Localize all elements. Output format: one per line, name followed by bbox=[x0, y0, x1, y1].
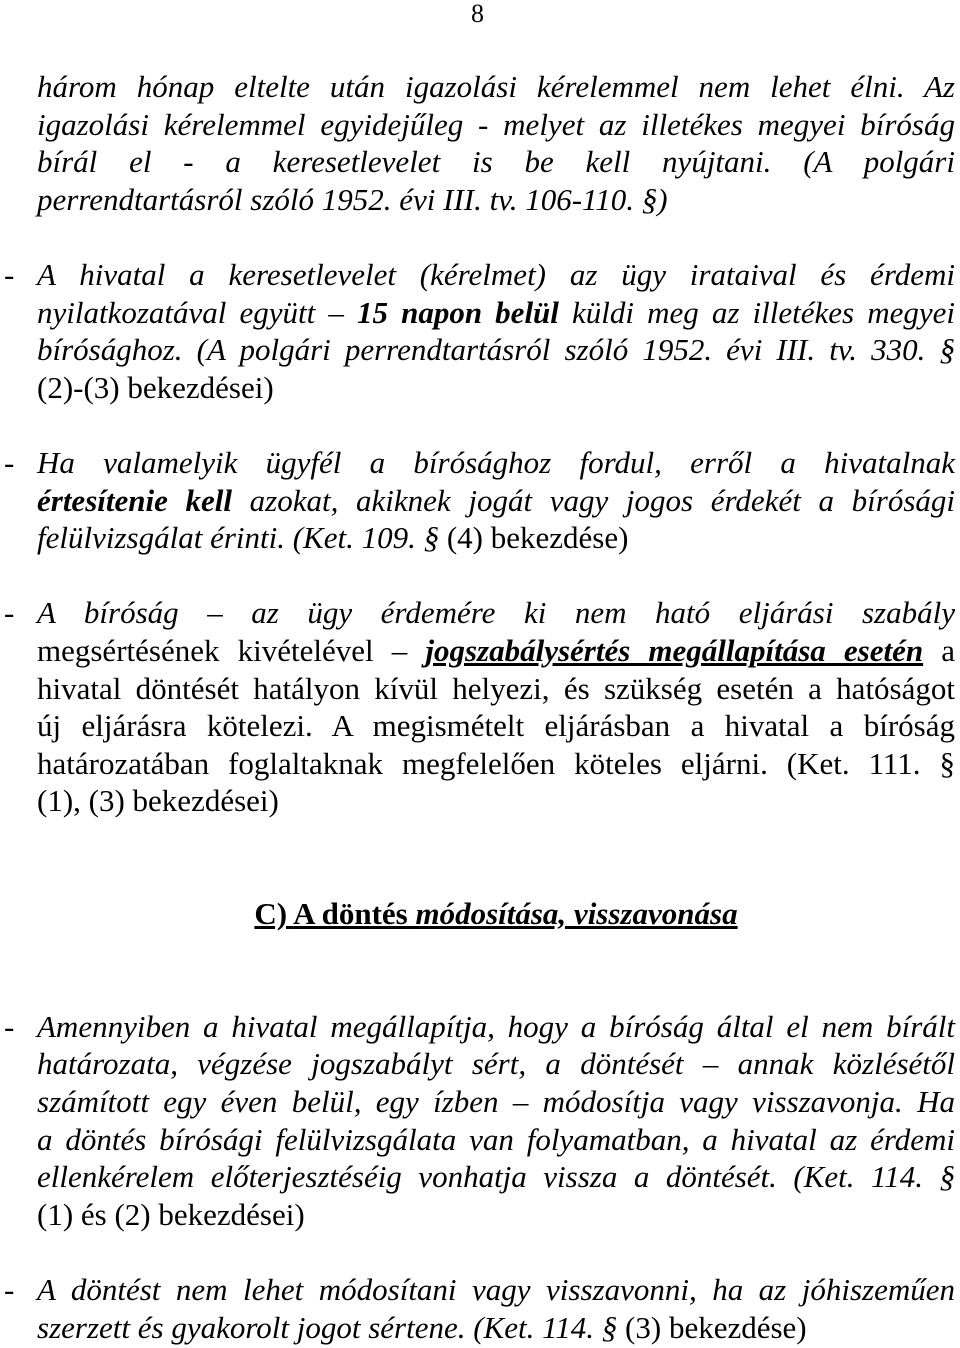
text-segment: a döntés bírósági felülvizsgálata van folyamatban, a hivatal az érdemi bbox=[37, 1121, 955, 1157]
list-dash: - bbox=[4, 1272, 15, 1307]
text-line bbox=[37, 106, 955, 144]
text-segment: hivatal döntését hatályon kívül helyezi, és szükség esetén a hatóságot bbox=[37, 670, 955, 706]
list-item bbox=[4, 1271, 955, 1346]
list-item bbox=[4, 1008, 955, 1234]
list-dash: - bbox=[4, 1008, 15, 1044]
text-segment: (1) és (2) bekezdései) bbox=[37, 1196, 305, 1232]
text-line bbox=[37, 782, 955, 820]
text-segment: három hónap eltelte után igazolási kérelemmel nem lehet élni. Az bbox=[37, 69, 955, 104]
text-segment: a bbox=[923, 632, 955, 668]
text-line bbox=[37, 331, 955, 369]
paragraph bbox=[37, 68, 955, 218]
text-segment: perrendtartásról szóló 1952. évi III. tv. 106-110. §) bbox=[37, 181, 668, 217]
text-line bbox=[37, 68, 955, 106]
text-line bbox=[37, 670, 955, 708]
text-segment: A döntést nem lehet módosítani vagy visszavonni, ha az jóhiszeműen bbox=[37, 1272, 955, 1307]
document-body bbox=[4, 68, 955, 1346]
page-number: 8 bbox=[471, 0, 484, 28]
text-segment: igazolási kérelemmel egyidejűleg - melyet az illetékes megyei bíróság bbox=[37, 106, 955, 142]
text-segment: bírál el - a keresetlevelet is be kell nyújtani. (A polgári bbox=[37, 144, 955, 180]
list-dash: - bbox=[4, 444, 15, 480]
underlined-bold-text: jogszabálysértés megállapítása esetén bbox=[425, 632, 924, 668]
text-segment: határozata, végzése jogszabályt sért, a döntését – annak közlésétől bbox=[37, 1046, 955, 1082]
text-line bbox=[37, 1121, 955, 1159]
text-segment: számított egy éven belül, egy ízben – módosítja vagy visszavonja. Ha bbox=[37, 1084, 955, 1120]
bold-text: értesítenie kell bbox=[37, 482, 233, 518]
text-segment: A bíróság – az ügy érdemére ki nem ható eljárási szabály bbox=[37, 595, 955, 631]
text-segment: szerzett és gyakorolt jogot sértene. (Ket. 114. § bbox=[37, 1309, 626, 1345]
text-line bbox=[37, 1045, 955, 1083]
list-dash: - bbox=[4, 256, 15, 292]
list-item bbox=[4, 444, 955, 557]
text-line bbox=[37, 444, 955, 482]
text-line bbox=[37, 1083, 955, 1121]
text-line bbox=[37, 519, 955, 557]
text-line bbox=[37, 1158, 955, 1196]
text-segment: küldi meg az illetékes megyei bbox=[558, 294, 955, 330]
text-line bbox=[37, 1309, 955, 1347]
text-line bbox=[37, 1008, 955, 1046]
section-heading bbox=[37, 895, 955, 933]
text-segment: bírósághoz. (A polgári perrendtartásról szóló 1952. évi III. tv. 330. § bbox=[37, 332, 955, 368]
heading-text: A döntés bbox=[293, 896, 416, 932]
text-segment: Amennyiben a hivatal megállapítja, hogy a bíróság által el nem bírált bbox=[37, 1008, 955, 1044]
list-item bbox=[4, 256, 955, 406]
text-line bbox=[37, 1196, 955, 1234]
text-line bbox=[37, 256, 955, 294]
text-line bbox=[37, 143, 955, 181]
heading-text: módosítása, visszavonása bbox=[415, 896, 738, 932]
text-line bbox=[37, 482, 955, 520]
text-segment: azokat, akiknek jogát vagy jogos érdekét a bírósági bbox=[232, 482, 955, 518]
list-item bbox=[4, 594, 955, 820]
text-segment: (2)-(3) bekezdései) bbox=[37, 369, 274, 405]
text-segment: megsértésének kivételével – bbox=[37, 632, 426, 668]
list-dash: - bbox=[4, 595, 15, 631]
bold-text: 15 napon belül bbox=[356, 294, 559, 330]
text-line bbox=[37, 1271, 955, 1309]
text-line bbox=[37, 707, 955, 745]
text-segment: felülvizsgálat érinti. (Ket. 109. § bbox=[37, 520, 447, 556]
text-segment: ellenkérelem előterjesztéséig vonhatja vissza a döntését. (Ket. 114. § bbox=[37, 1159, 955, 1195]
text-segment: Ha valamelyik ügyfél a bírósághoz fordul, erről a hivatalnak bbox=[37, 444, 955, 480]
text-line bbox=[37, 369, 955, 407]
text-segment: (3) bekezdése) bbox=[625, 1309, 807, 1345]
text-segment: nyilatkozatával együtt – bbox=[37, 294, 357, 330]
text-line bbox=[37, 181, 955, 219]
text-line bbox=[37, 594, 955, 632]
text-segment: (4) bekezdése) bbox=[446, 520, 629, 556]
text-segment: (1), (3) bekezdései) bbox=[37, 783, 279, 819]
text-line bbox=[37, 745, 955, 783]
text-line bbox=[37, 294, 955, 332]
text-segment: határozatában foglaltaknak megfelelően köteles eljárni. (Ket. 111. § bbox=[37, 745, 955, 781]
heading-label: C) bbox=[254, 896, 294, 932]
text-segment: A hivatal a keresetlevelet (kérelmet) az ügy irataival és érdemi bbox=[37, 256, 955, 292]
text-line bbox=[37, 632, 955, 670]
text-segment: új eljárásra kötelezi. A megismételt eljárásban a hivatal a bíróság bbox=[37, 708, 955, 744]
